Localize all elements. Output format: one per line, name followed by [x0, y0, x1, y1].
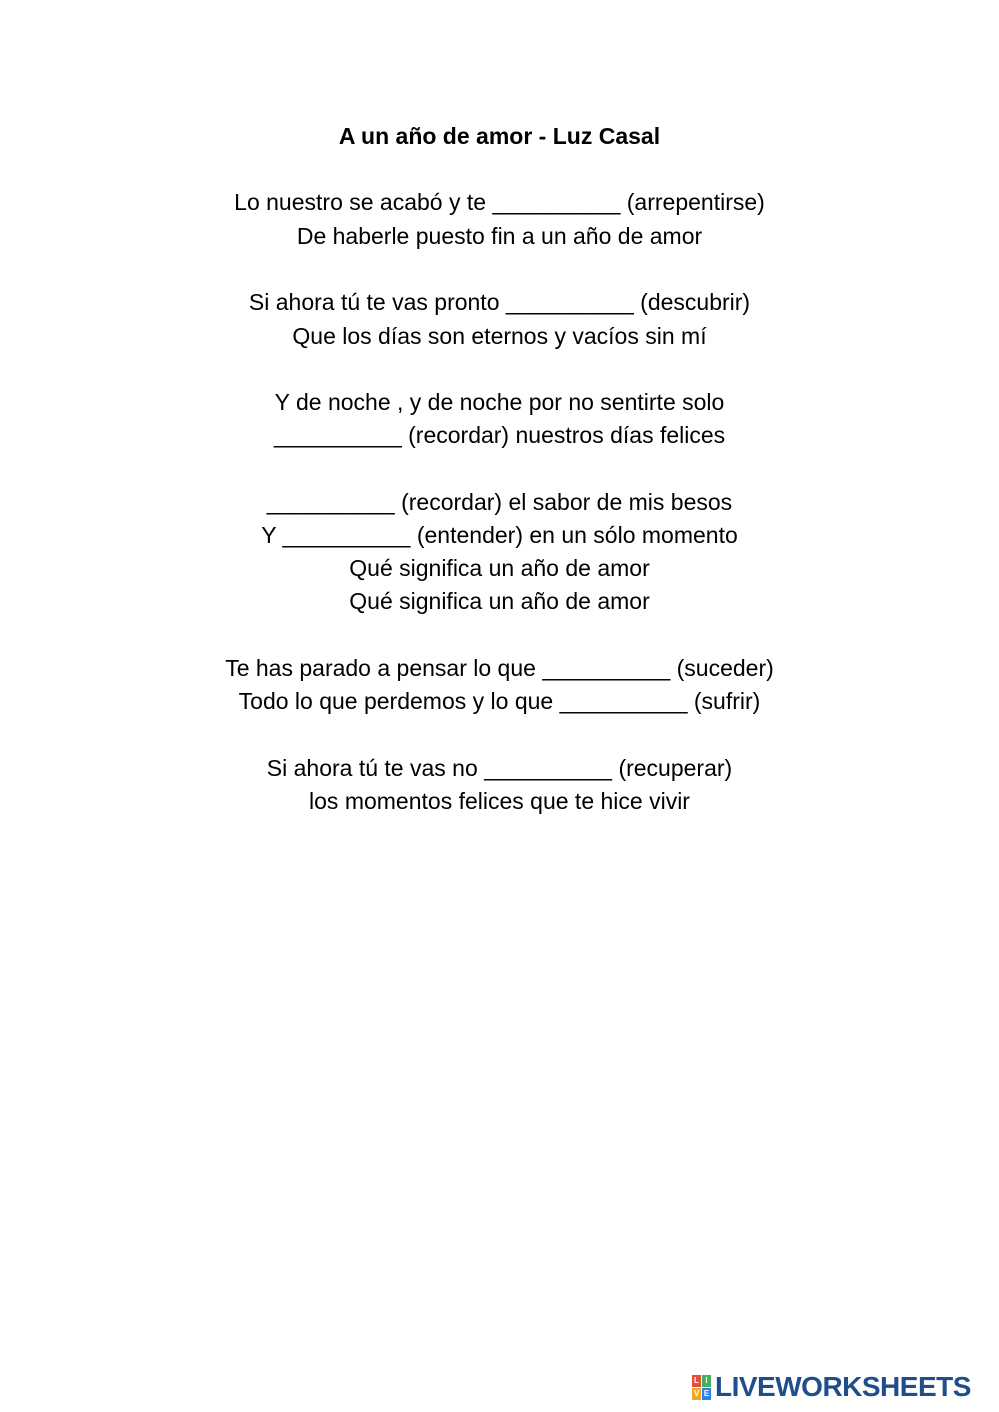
lyric-line-6: __________ (recordar) nuestros días felices — [273, 422, 726, 448]
lyric-line-5: Y de noche , y de noche por no sentirte solo — [274, 389, 725, 415]
lyric-line-12: Todo lo que perdemos y lo que __________ (sufrir) — [238, 688, 761, 714]
logo-text: LIVEWORKSHEETS — [715, 1371, 971, 1402]
liveworksheets-mark-icon — [692, 1375, 711, 1400]
logo-mark-letter: I — [702, 1375, 711, 1387]
worksheet-title: A un año de amor - Luz Casal — [338, 123, 661, 149]
lyric-line-8: Y __________ (entender) en un sólo momento — [261, 522, 738, 548]
lyric-line-4: Que los días son eternos y vacíos sin mí — [292, 323, 707, 349]
logo-mark-letter: V — [693, 1388, 700, 1398]
lyric-line-1: Lo nuestro se acabó y te __________ (arrepentirse) — [234, 189, 765, 215]
logo-mark-letter: E — [703, 1388, 710, 1398]
lyric-line-11: Te has parado a pensar lo que __________ (suceder) — [225, 655, 774, 681]
lyric-line-9: Qué significa un año de amor — [349, 555, 650, 581]
lyric-line-13: Si ahora tú te vas no __________ (recuperar) — [266, 755, 733, 781]
lyric-line-14: los momentos felices que te hice vivir — [309, 788, 690, 814]
lyric-line-3: Si ahora tú te vas pronto __________ (descubrir) — [248, 289, 751, 315]
lyric-line-2: De haberle puesto fin a un año de amor — [296, 223, 703, 249]
lyric-line-7: __________ (recordar) el sabor de mis besos — [266, 489, 733, 515]
logo-mark-letter: L — [692, 1375, 701, 1387]
liveworksheets-logo — [692, 1373, 971, 1401]
lyric-line-10: Qué significa un año de amor — [349, 588, 650, 614]
